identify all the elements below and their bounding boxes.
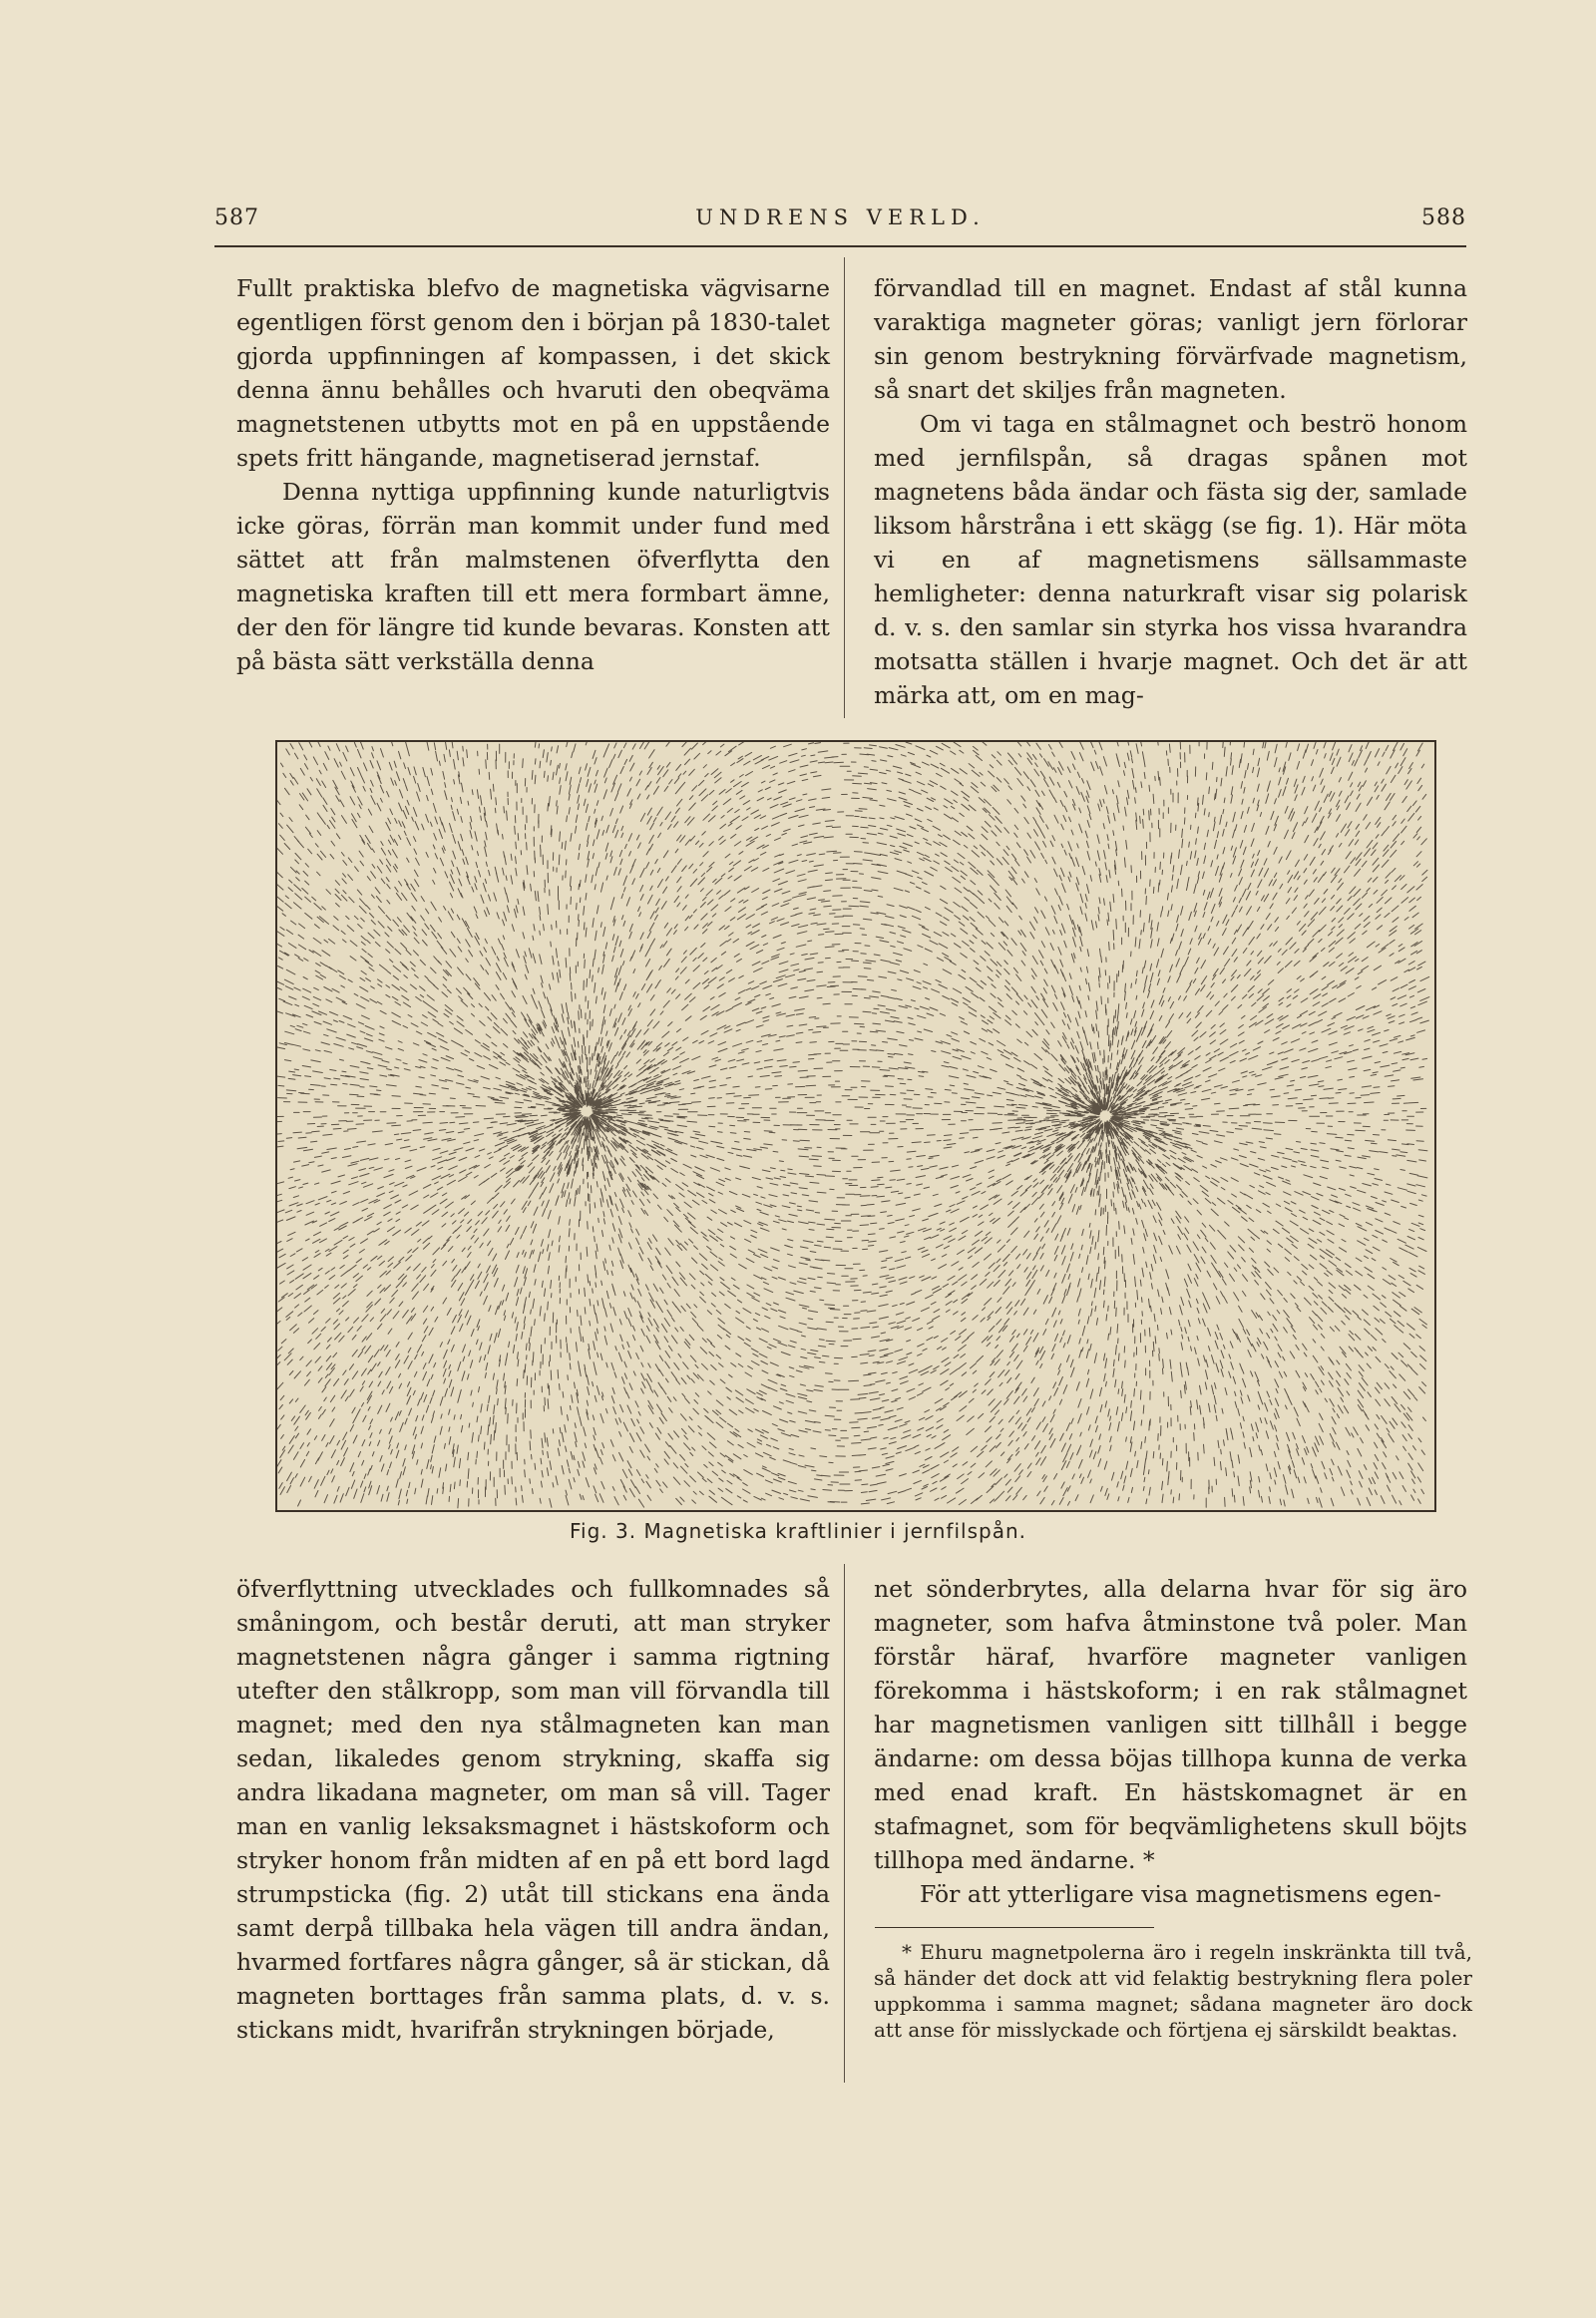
- paragraph: öfverflyttning utvecklades och fullkomnades så småningom, och består deruti, att man stryker magnetstenen några gånger i samma rigtning utefter den stålkropp, som man vill förvandla till magnet; med den nya stålmagneten kan man sedan, likaledes genom strykning, skaffa sig andra likadana magneter, om man så vill. Tager man en vanlig leksaksmagnet i hästskoform och stryker honom från midten af en på ett bord lagd strumpsticka (fig. 2) utåt till stickans ena ända samt derpå tillbaka hela vägen till andra ändan, hvarmed fortfares några gånger, så är stickan, då magneten borttages från samma plats, d. v. s. stickans midt, hvarifrån strykningen började,: [236, 1575, 830, 2044]
- header-rule: [214, 245, 1466, 247]
- top-right-column: [874, 271, 1467, 712]
- figure-caption: Fig. 3. Magnetiska kraftlinier i jernfilspån.: [569, 1519, 1026, 1543]
- figure-iron-filings: [275, 740, 1436, 1512]
- bottom-left-column: [236, 1572, 830, 2047]
- paragraph: förvandlad till en magnet. Endast af stål kunna varaktiga magneter göras; vanligt jern förlorar sin genom bestrykning förvärfvade magnetism, så snart det skiljes från magneten.: [874, 274, 1467, 404]
- paragraph: För att ytterligare visa magnetismens egen-: [920, 1880, 1441, 1908]
- running-title: UNDRENS VERLD.: [695, 205, 986, 229]
- paragraph: net sönderbrytes, alla delarna hvar för sig äro magneter, som hafva åtminstone två poler. Man förstår häraf, hvarföre magneter vanligen förekomma i hästskoform; i en rak stålmagnet har magnetismen vanligen sitt tillhåll i begge ändarne: om dessa böjas tillhopa kunna de verka med enad kraft. En hästskomagnet är en stafmagnet, som för beqvämlighetens skull böjts tillhopa med ändarne. *: [874, 1575, 1467, 1874]
- footnote-text: * Ehuru magnetpolerna äro i regeln inskränkta till två, så händer det dock att vid felaktig bestrykning flera poler uppkomma i samma magnet; sådana magneter äro dock att anse för misslyckade och förtjena ej särskildt beaktas.: [874, 1940, 1472, 2042]
- page-number-right: 588: [1421, 205, 1466, 230]
- iron-filing-strokes: [277, 742, 1429, 1508]
- column-divider: [844, 257, 845, 718]
- bottom-right-column: [874, 1572, 1467, 1911]
- column-divider: [844, 1564, 845, 2083]
- footnote: [874, 1939, 1472, 2043]
- top-left-column: [236, 271, 830, 678]
- magnetic-field-illustration: [277, 742, 1434, 1510]
- page-number-left: 587: [214, 205, 259, 230]
- paragraph: Denna nyttiga uppfinning kunde naturligtvis icke göras, förrän man kommit under fund med sättet att från malmstenen öfverflytta den magnetiska kraften till ett mera formbart ämne, der den för längre tid kunde bevaras. Konsten att på bästa sätt verkställa denna: [236, 478, 830, 675]
- paragraph: Fullt praktiska blefvo de magnetiska vägvisarne egentligen först genom den i början på 1830-talet gjorda uppfinningen af kompassen, i det skick denna ännu behålles och hvaruti den obeqväma magnetstenen utbytts mot en på en uppstående spets fritt hängande, magnetiserad jernstaf.: [236, 274, 830, 472]
- paragraph: Om vi taga en stålmagnet och beströ honom med jernfilspån, så dragas spånen mot magnetens båda ändar och fästa sig der, samlade liksom hårstråna i ett skägg (se fig. 1). Här möta vi en af magnetismens sällsammaste hemligheter: denna naturkraft visar sig polarisk d. v. s. den samlar sin styrka hos vissa hvarandra motsatta ställen i hvarje magnet. Och det är att märka att, om en mag-: [874, 410, 1467, 709]
- footnote-rule: [875, 1927, 1154, 1928]
- running-header: [214, 197, 1466, 237]
